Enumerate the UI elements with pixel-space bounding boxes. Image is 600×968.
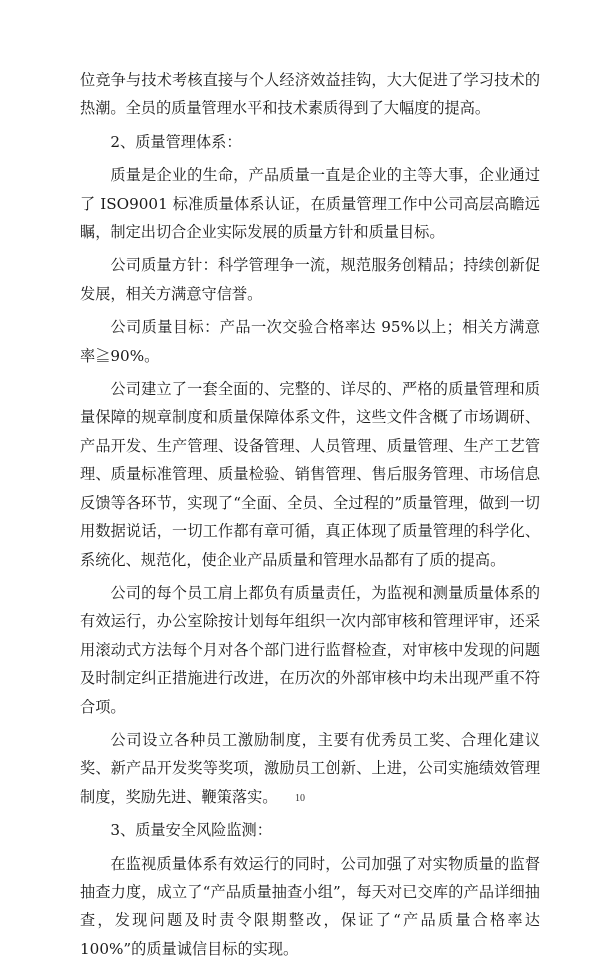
- paragraph-quality-life: 质量是企业的生命，产品质量一直是企业的主等大事，企业通过了 ISO9001 标准质量体系认证，在质量管理工作中公司高层高瞻远瞩，制定出切合企业实际发展的质量方针和质量目标。: [80, 166, 540, 242]
- paragraph-quality-rules: 公司建立了一套全面的、完整的、详尽的、严格的质量管理和质量保障的规章制度和质量保障体系文件，这些文件含概了市场调研、产品开发、生产管理、设备管理、人员管理、质量管理、生产工艺管理、质量标准管理、质量检验、销售管理、售后服务管理、市场信息反馈等各环节，实现了“全面、全员、全过程的”质量管理，做到一切用数据说话，一切工作都有章可循，真正体现了质量管理的科学化、系统化、规范化，使企业产品质量和管理水品都有了质的提高。: [80, 380, 540, 569]
- paragraph-incentives: 公司设立各种员工激励制度，主要有优秀员工奖、合理化建议奖、新产品开发奖等奖项，激励员工创新、上进，公司实施绩效管理制度，奖励先进、鞭策落实。: [80, 730, 540, 806]
- section-heading-quality-system: 2、质量管理体系：: [110, 132, 242, 151]
- paragraph-continuation: 位竞争与技术考核直接与个人经济效益挂钩，大大促进了学习技术的热潮。全员的质量管理水平和技术素质得到了大幅度的提高。: [80, 71, 540, 118]
- paragraph-spot-check: 在监视质量体系有效运行的同时，公司加强了对实物质量的监督抽查力度，成立了“产品质量抽查小组”，每天对已交库的产品详细抽查，发现问题及时责令限期整改，保证了“产品质量合格率达 100%”的质量诚信目标的实现。: [80, 854, 540, 958]
- page-number: 10: [295, 793, 305, 804]
- document-page: [80, 66, 540, 968]
- section-heading-risk-monitoring: 3、质量安全风险监测：: [110, 821, 272, 840]
- paragraph-quality-responsibility: 公司的每个员工肩上都负有质量责任，为监视和测量质量体系的有效运行，办公室除按计划每年组织一次内部审核和管理评审，还采用滚动式方法每个月对各个部门进行监督检查，对审核中发现的问题及时制定纠正措施进行改进，在历次的外部审核中均未出现严重不符合项。: [80, 583, 540, 716]
- paragraph-quality-policy: 公司质量方针：科学管理争一流，规范服务创精品；持续创新促发展，相关方满意守信誉。: [80, 256, 540, 303]
- paragraph-quality-target: 公司质量目标：产品一次交验合格率达 95%以上；相关方满意率≧90%。: [80, 318, 540, 365]
